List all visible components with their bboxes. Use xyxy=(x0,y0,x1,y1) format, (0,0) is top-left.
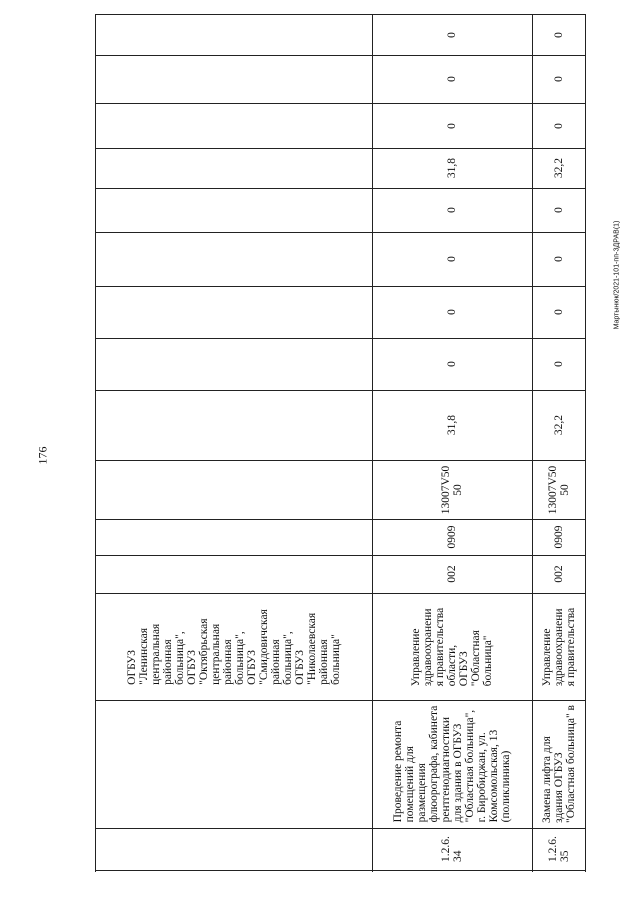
page-number: 176 xyxy=(35,446,50,465)
cell-text: 31,8 xyxy=(446,414,458,436)
table-cell-v7 xyxy=(95,14,372,55)
table-cell-grbs xyxy=(95,555,372,593)
cell-text: 1.2.6. 35 xyxy=(546,836,571,862)
table-cell-total xyxy=(95,390,372,460)
cell-text: 0 xyxy=(446,31,458,38)
table-cell-v0 xyxy=(532,338,585,390)
table-cell-v5 xyxy=(372,103,532,148)
cell-text: 31,8 xyxy=(446,157,458,179)
table-cell-v7 xyxy=(372,14,532,55)
cell-text: 1.2.6. 34 xyxy=(440,836,464,862)
cell-text: 13007V50 50 xyxy=(440,465,464,514)
table-cell-v2 xyxy=(372,232,532,286)
table-cell-v6 xyxy=(372,55,532,103)
table-cell-v1 xyxy=(95,286,372,338)
table-cell-v3 xyxy=(532,188,585,232)
cell-text: 0 xyxy=(552,76,565,82)
table-cell-v1 xyxy=(372,286,532,338)
cell-text: 0 xyxy=(446,361,458,367)
table-cell-v6 xyxy=(532,55,585,103)
cell-text: Проведение ремонта помещений для размещения флюорографа, кабинета рентгенодиагностики для здания в ОГБУЗ "Областная больница", г. Биробиджан, ул. Комсомольская, 13 (поликлиника) xyxy=(392,705,512,823)
table-cell-executor xyxy=(95,593,372,700)
cell-text: 0 xyxy=(552,122,565,129)
cell-text: 002 xyxy=(552,565,565,583)
cell-text: 0 xyxy=(552,361,565,367)
table-cell-v3 xyxy=(95,188,372,232)
table-cell-v5 xyxy=(95,103,372,148)
document-code: Мартынюк/2021-101-пп-ЗДРАВ(1) xyxy=(613,220,621,330)
table-cell-executor xyxy=(532,593,585,700)
table-cell-v5 xyxy=(532,103,585,148)
cell-text: ОГБУЗ "Ленинская центральная районная больница", ОГБУЗ "Октябрьская центральная районная больница", ОГБУЗ "Смидовичская районная больница", ОГБУЗ "Николаевская районная больница" xyxy=(125,608,342,685)
cell-text: Управление здравоохранени я правительства xyxy=(540,607,577,686)
row-separator-line xyxy=(585,14,586,872)
table-cell-v7 xyxy=(532,14,585,55)
table-cell-measure xyxy=(95,700,372,828)
column-separator-line xyxy=(95,870,585,871)
cell-text: 002 xyxy=(446,565,458,583)
table-cell-v2 xyxy=(532,232,585,286)
table-cell-number xyxy=(372,828,532,870)
table-cell-v0 xyxy=(95,338,372,390)
table-cell-number xyxy=(532,828,585,870)
table-cell-grbs xyxy=(372,555,532,593)
table-cell-rzpr xyxy=(372,519,532,555)
cell-text: 0 xyxy=(552,256,565,262)
cell-text: 32,2 xyxy=(552,414,565,436)
table-cell-grbs xyxy=(532,555,585,593)
table-cell-rzpr xyxy=(95,519,372,555)
cell-text: 0 xyxy=(446,122,458,129)
cell-text: 0 xyxy=(446,309,458,315)
cell-text: Управление здравоохранени я правительства области, ОГБУЗ "Областная больница" xyxy=(410,607,494,686)
cell-text: 13007V50 50 xyxy=(546,465,571,514)
cell-text: 0 xyxy=(446,207,458,213)
cell-text: 0909 xyxy=(552,525,565,549)
cell-text: Замена лифта для здания ОГБУЗ "Областная больница" в xyxy=(540,705,577,823)
table-cell-v1 xyxy=(532,286,585,338)
table-cell-v4 xyxy=(95,148,372,188)
cell-text: 32,2 xyxy=(552,157,565,179)
table-cell-v2 xyxy=(95,232,372,286)
cell-text: 0 xyxy=(552,207,565,213)
table-cell-v6 xyxy=(95,55,372,103)
cell-text: 0 xyxy=(446,256,458,262)
cell-text: 0 xyxy=(552,31,565,38)
table-cell-total xyxy=(372,390,532,460)
table-cell-total xyxy=(532,390,585,460)
table-cell-measure xyxy=(532,700,585,828)
table-cell-csr xyxy=(95,460,372,519)
table-cell-number xyxy=(95,828,372,870)
table-cell-csr xyxy=(532,460,585,519)
table-cell-v3 xyxy=(372,188,532,232)
table-cell-v4 xyxy=(532,148,585,188)
cell-text: 0 xyxy=(552,309,565,315)
table-cell-csr xyxy=(372,460,532,519)
table-cell-executor xyxy=(372,593,532,700)
table-cell-v0 xyxy=(372,338,532,390)
cell-text: 0909 xyxy=(446,525,458,549)
table-cell-v4 xyxy=(372,148,532,188)
table-cell-measure xyxy=(372,700,532,828)
table-cell-rzpr xyxy=(532,519,585,555)
cell-text: 0 xyxy=(446,76,458,82)
